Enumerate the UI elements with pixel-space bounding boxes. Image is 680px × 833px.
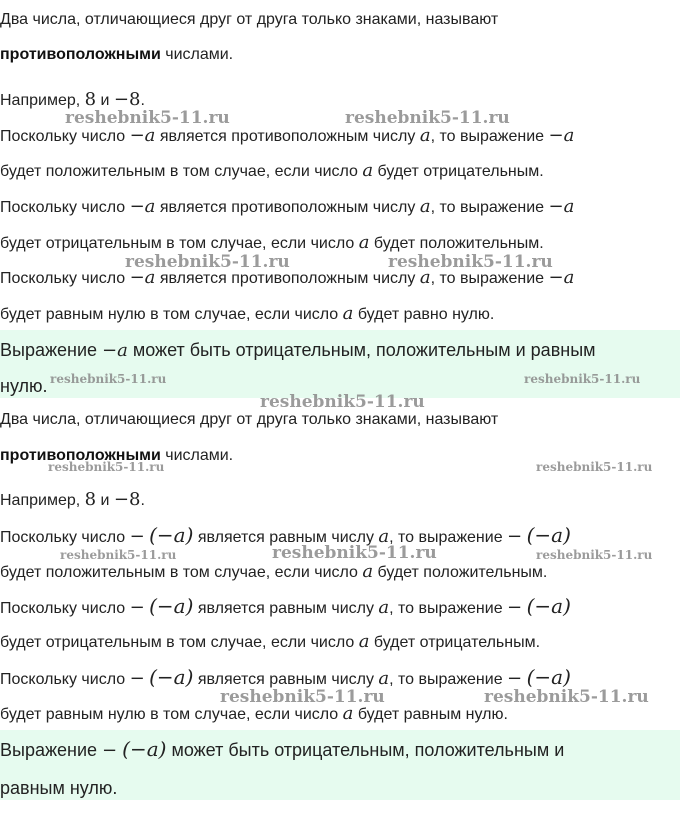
conclusion-line-2: нулю.: [0, 376, 48, 396]
watermark: reshebnik5-11.ru: [388, 252, 553, 272]
term-bold: противоположными: [0, 46, 161, 63]
case5-line-1: Поскольку число − (−a) является равным числу a, то выражение − (−a): [0, 594, 571, 618]
watermark: reshebnik5-11.ru: [536, 460, 653, 474]
case3-line-2: будет равным нулю в том случае, если число a будет равно нулю.: [0, 303, 495, 324]
case6-line-2: будет равным нулю в том случае, если число a будет равным нулю.: [0, 703, 508, 724]
case1-line-1: Поскольку число −a является противоположным числу a, то выражение −a: [0, 125, 575, 146]
watermark: reshebnik5-11.ru: [345, 108, 510, 128]
watermark: reshebnik5-11.ru: [272, 543, 437, 563]
definition-line-1: Два числа, отличающиеся друг от друга только знаками, называют: [0, 11, 499, 28]
case4-line-1: Поскольку число − (−a) является равным числу a, то выражение − (−a): [0, 523, 571, 547]
watermark: reshebnik5-11.ru: [125, 252, 290, 272]
watermark: reshebnik5-11.ru: [65, 108, 230, 128]
definition2-line-1: Два числа, отличающиеся друг от друга только знаками, называют: [0, 411, 499, 428]
conclusion-line-1: Выражение −a может быть отрицательным, положительным и равным: [0, 340, 596, 361]
watermark: reshebnik5-11.ru: [524, 372, 641, 386]
watermark: reshebnik5-11.ru: [484, 687, 649, 707]
watermark: reshebnik5-11.ru: [220, 687, 385, 707]
conclusion2-line-2: равным нулю.: [0, 778, 118, 798]
watermark: reshebnik5-11.ru: [60, 548, 177, 562]
example-line: Например, 8 и −8.: [0, 89, 145, 110]
case3-line-1: Поскольку число −a является противоположным числу a, то выражение −a: [0, 267, 575, 288]
case1-line-2: будет положительным в том случае, если число a будет отрицательным.: [0, 160, 544, 181]
case5-line-2: будет отрицательным в том случае, если число a будет отрицательным.: [0, 631, 541, 652]
definition2-line-2: противоположными числами.: [0, 447, 234, 464]
watermark: reshebnik5-11.ru: [50, 372, 167, 386]
conclusion2-line-1: Выражение − (−a) может быть отрицательным, положительным и: [0, 737, 565, 761]
watermark: reshebnik5-11.ru: [536, 548, 653, 562]
case2-line-1: Поскольку число −a является противоположным числу a, то выражение −a: [0, 196, 575, 217]
example2-line: Например, 8 и −8.: [0, 489, 145, 510]
case2-line-2: будет отрицательным в том случае, если число a будет положительным.: [0, 232, 544, 253]
term2-bold: противоположными: [0, 447, 161, 464]
watermark: reshebnik5-11.ru: [48, 460, 165, 474]
case4-line-2: будет положительным в том случае, если число a будет положительным.: [0, 561, 548, 582]
definition-line-2: противоположными числами.: [0, 46, 234, 63]
case6-line-1: Поскольку число − (−a) является равным числу a, то выражение − (−a): [0, 665, 571, 689]
watermark: reshebnik5-11.ru: [260, 392, 425, 412]
